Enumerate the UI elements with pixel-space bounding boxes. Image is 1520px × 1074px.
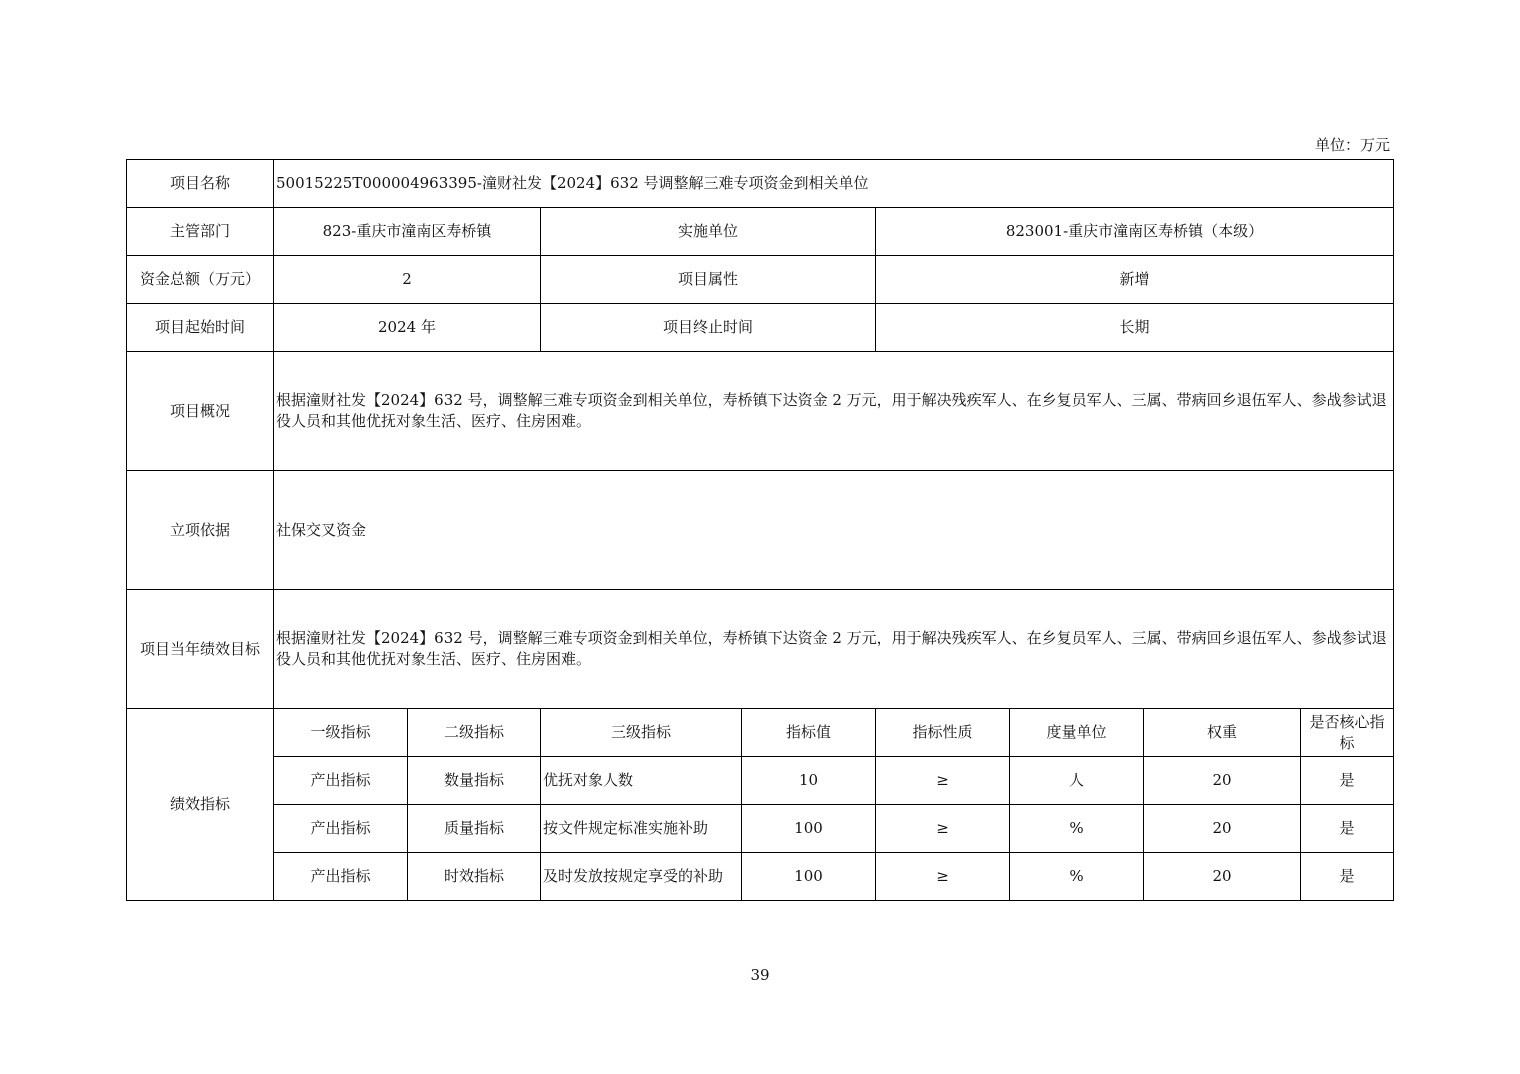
project-name-label: 项目名称 bbox=[127, 160, 274, 208]
header-core: 是否核心指标 bbox=[1301, 709, 1394, 757]
project-name-value: 50015225T000004963395-潼财社发【2024】632 号调整解三难专项资金到相关单位 bbox=[274, 160, 1394, 208]
row-level1: 产出指标 bbox=[274, 805, 408, 853]
row-unit: 人 bbox=[1010, 757, 1144, 805]
row-core: 是 bbox=[1301, 853, 1394, 901]
row-weight: 20 bbox=[1144, 853, 1301, 901]
dept-value: 823-重庆市潼南区寿桥镇 bbox=[274, 208, 541, 256]
overview-label: 项目概况 bbox=[127, 352, 274, 471]
goal-value: 根据潼财社发【2024】632 号，调整解三难专项资金到相关单位，寿桥镇下达资金 2 万元，用于解决残疾军人、在乡复员军人、三属、带病回乡退伍军人、参战参试退役人员和其他优抚对象生活、医疗、住房困难。 bbox=[274, 590, 1394, 709]
row-value: 100 bbox=[742, 853, 876, 901]
start-label: 项目起始时间 bbox=[127, 304, 274, 352]
row-level3: 及时发放按规定享受的补助 bbox=[541, 853, 742, 901]
impl-value: 823001-重庆市潼南区寿桥镇（本级） bbox=[876, 208, 1394, 256]
header-level1: 一级指标 bbox=[274, 709, 408, 757]
impl-label: 实施单位 bbox=[541, 208, 876, 256]
attr-label: 项目属性 bbox=[541, 256, 876, 304]
header-unit: 度量单位 bbox=[1010, 709, 1144, 757]
fund-value: 2 bbox=[274, 256, 541, 304]
row-level2: 时效指标 bbox=[408, 853, 541, 901]
row-nature: ≥ bbox=[876, 757, 1010, 805]
row-weight: 20 bbox=[1144, 805, 1301, 853]
goal-label: 项目当年绩效目标 bbox=[127, 590, 274, 709]
row-level2: 数量指标 bbox=[408, 757, 541, 805]
dept-label: 主管部门 bbox=[127, 208, 274, 256]
row-weight: 20 bbox=[1144, 757, 1301, 805]
unit-label: 单位：万元 bbox=[1314, 136, 1390, 154]
project-table bbox=[126, 159, 1394, 901]
header-value: 指标值 bbox=[742, 709, 876, 757]
basis-value: 社保交叉资金 bbox=[274, 471, 1394, 590]
row-unit: % bbox=[1010, 805, 1144, 853]
row-value: 100 bbox=[742, 805, 876, 853]
header-level2: 二级指标 bbox=[408, 709, 541, 757]
header-weight: 权重 bbox=[1144, 709, 1301, 757]
table-row bbox=[127, 805, 1394, 853]
row-core: 是 bbox=[1301, 757, 1394, 805]
table-row bbox=[127, 853, 1394, 901]
row-unit: % bbox=[1010, 853, 1144, 901]
row-value: 10 bbox=[742, 757, 876, 805]
basis-label: 立项依据 bbox=[127, 471, 274, 590]
header-level3: 三级指标 bbox=[541, 709, 742, 757]
row-level2: 质量指标 bbox=[408, 805, 541, 853]
header-nature: 指标性质 bbox=[876, 709, 1010, 757]
row-nature: ≥ bbox=[876, 853, 1010, 901]
row-level1: 产出指标 bbox=[274, 757, 408, 805]
start-value: 2024 年 bbox=[274, 304, 541, 352]
end-value: 长期 bbox=[876, 304, 1394, 352]
fund-label: 资金总额（万元） bbox=[127, 256, 274, 304]
indicators-label: 绩效指标 bbox=[127, 709, 274, 901]
page-number: 39 bbox=[750, 966, 770, 984]
table-row bbox=[127, 757, 1394, 805]
end-label: 项目终止时间 bbox=[541, 304, 876, 352]
row-level1: 产出指标 bbox=[274, 853, 408, 901]
row-nature: ≥ bbox=[876, 805, 1010, 853]
row-core: 是 bbox=[1301, 805, 1394, 853]
row-level3: 优抚对象人数 bbox=[541, 757, 742, 805]
row-level3: 按文件规定标准实施补助 bbox=[541, 805, 742, 853]
attr-value: 新增 bbox=[876, 256, 1394, 304]
overview-value: 根据潼财社发【2024】632 号，调整解三难专项资金到相关单位，寿桥镇下达资金 2 万元，用于解决残疾军人、在乡复员军人、三属、带病回乡退伍军人、参战参试退役人员和其他优抚对象生活、医疗、住房困难。 bbox=[274, 352, 1394, 471]
